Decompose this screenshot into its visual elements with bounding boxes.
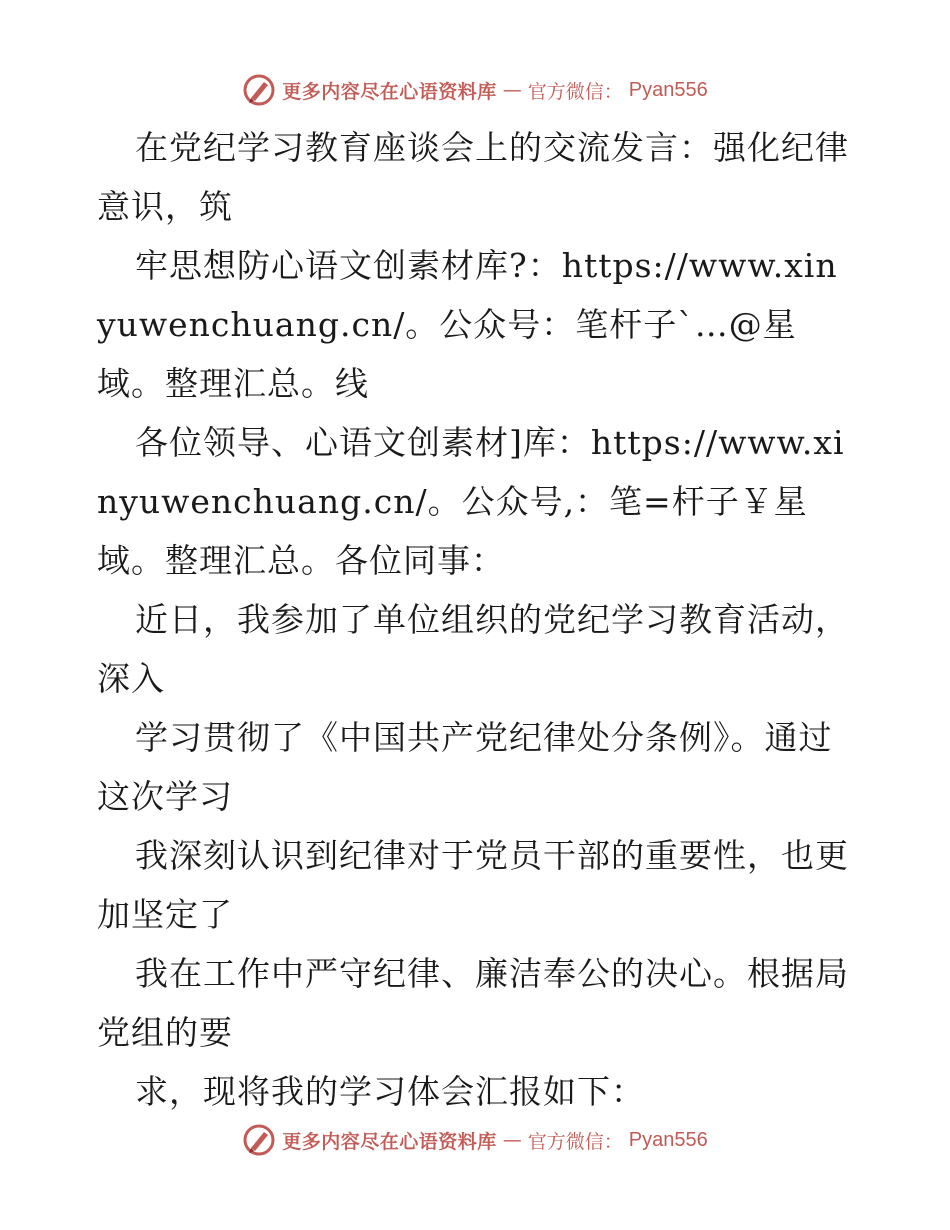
- banner-wechat-label: 官方微信：: [527, 1130, 623, 1153]
- footer-watermark-banner: [0, 1120, 950, 1160]
- paragraph: 学习贯彻了《中国共产党纪律处分条例》。通过这次学习: [97, 718, 833, 816]
- pen-logo-icon: [242, 1123, 276, 1157]
- banner-wechat-label: 官方微信：: [527, 80, 623, 103]
- paragraph: 我在工作中严守纪律、廉洁奉公的决心。根据局党组的要: [97, 954, 849, 1052]
- banner-wechat-id: Pyan556: [628, 1128, 708, 1151]
- paragraph: 牢思想防心语文创素材库?：https://www.xinyuwenchuang.cn/。公众号：笔杆子`…@星域。整理汇总。线: [97, 246, 838, 403]
- paragraph: 求，现将我的学习体会汇报如下：: [135, 1072, 645, 1111]
- paragraph: 各位领导、心语文创素材]库：https://www.xinyuwenchuang.cn/。公众号,：笔=杆子￥星域。整理汇总。各位同事：: [97, 423, 845, 580]
- header-watermark-banner: [0, 70, 950, 110]
- banner-separator: —: [502, 79, 522, 101]
- banner-separator: —: [502, 1129, 522, 1151]
- paragraph: 近日，我参加了单位组织的党纪学习教育活动，深入: [97, 600, 849, 698]
- paragraph-title: 在党纪学习教育座谈会上的交流发言：强化纪律意识，筑: [97, 128, 849, 226]
- banner-wechat-id: Pyan556: [628, 78, 708, 101]
- paragraph: 我深刻认识到纪律对于党员干部的重要性，也更加坚定了: [97, 836, 849, 934]
- banner-site-text: 更多内容尽在心语资料库: [282, 80, 497, 103]
- pen-logo-icon: [242, 73, 276, 107]
- document-body: [97, 118, 857, 1121]
- banner-site-text: 更多内容尽在心语资料库: [282, 1130, 497, 1153]
